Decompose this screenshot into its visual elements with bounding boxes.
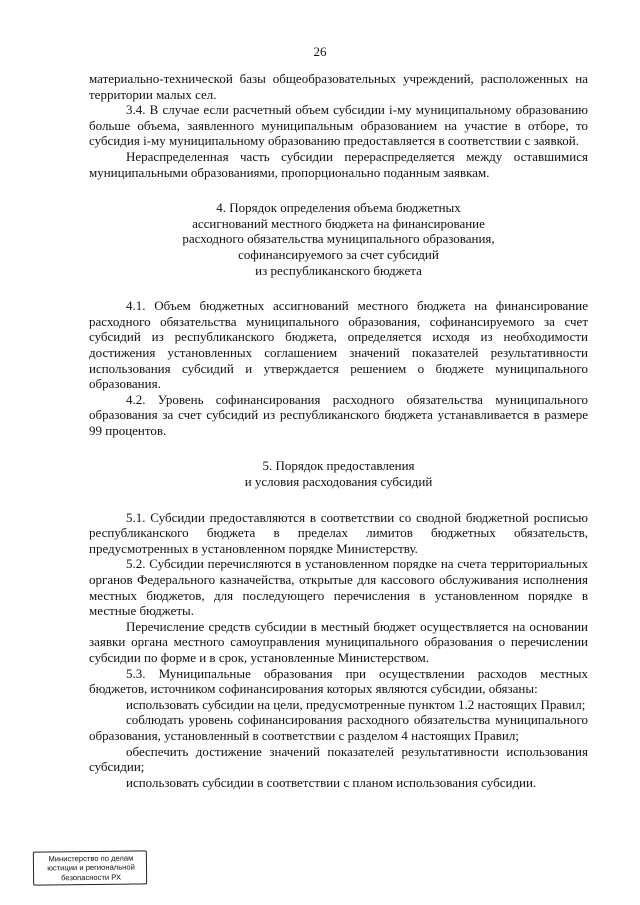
paragraph-5-3: 5.3. Муниципальные образования при осуществлении расходов местных бюджетов, источником софинансирования которых являются субсидии, обязаны: xyxy=(89,665,588,697)
heading-line: ассигнований местного бюджета на финансирование xyxy=(192,215,485,231)
stamp-line: безопасности РХ xyxy=(61,872,122,883)
stamp-line: юстиции и региональной xyxy=(47,862,135,873)
heading-line: расходного обязательства муниципального образования, xyxy=(182,231,495,247)
list-item: соблюдать уровень софинансирования расходного обязательства муниципального образования, установленный в соответствии с разделом 4 настоящих Правил; xyxy=(89,712,588,743)
section-4-heading xyxy=(89,200,588,278)
paragraph-5-2: 5.2. Субсидии перечисляются в установленном порядке на счета территориальных органов Федерального казначейства, открытые для кассового обслуживания исполнения местных бюджетов, для последующего перечисления в установленном порядке в местные бюджеты. xyxy=(89,556,588,619)
ministry-stamp xyxy=(33,850,147,885)
heading-line: из республиканского бюджета xyxy=(255,262,422,278)
paragraph-3-4: 3.4. В случае если расчетный объем субсидии i-му муниципальному образованию больше объема, заявленного муниципальным образованием на участие в отборе, то субсидия i-му муниципальному образованию предоставляется в соответствии с заявкой. xyxy=(89,102,588,149)
paragraph: Нераспределенная часть субсидии перераспределяется между оставшимися муниципальными образованиями, пропорционально поданным заявкам. xyxy=(89,148,588,180)
heading-line: 5. Порядок предоставления xyxy=(262,458,415,474)
document-body xyxy=(89,71,588,790)
section-5-heading xyxy=(89,458,588,489)
stamp-line: Министерство по делам xyxy=(48,853,134,864)
paragraph: материально-технической базы общеобразовательных учреждений, расположенных на территории малых сел. xyxy=(89,71,588,102)
heading-line: софинансируемого за счет субсидий xyxy=(238,246,439,262)
page-number: 26 xyxy=(313,44,327,59)
heading-line: 4. Порядок определения объема бюджетных xyxy=(216,200,461,216)
list-item: обеспечить достижение значений показателей результативности использования субсидии; xyxy=(89,743,588,775)
list-item: использовать субсидии на цели, предусмотренные пунктом 1.2 настоящих Правил; xyxy=(126,696,586,712)
list-item: использовать субсидии в соответствии с планом использования субсидии. xyxy=(126,774,537,790)
paragraph-5-1: 5.1. Субсидии предоставляются в соответствии со сводной бюджетной росписью республиканского бюджета в пределах лимитов бюджетных обязательств, предусмотренных в установленном порядке Министерству. xyxy=(89,509,588,556)
paragraph: Перечисление средств субсидии в местный бюджет осуществляется на основании заявки органа местного самоуправления муниципального образования о перечислении субсидии по форме и в срок, установленные Министерством. xyxy=(89,618,588,665)
heading-line: и условия расходования субсидий xyxy=(244,474,433,490)
paragraph-4-1: 4.1. Объем бюджетных ассигнований местного бюджета на финансирование расходного обязательства муниципального образования, софинансируемого за счет субсидий из республиканского бюджета, определяется исходя из необходимости достижения установленных соглашением значений показателей результативности использования субсидий и утверждается решением о бюджете муниципального образования. xyxy=(89,298,588,392)
paragraph-4-2: 4.2. Уровень софинансирования расходного обязательства муниципального образования за счет субсидий из республиканского бюджета устанавливается в размере 99 процентов. xyxy=(89,391,588,438)
